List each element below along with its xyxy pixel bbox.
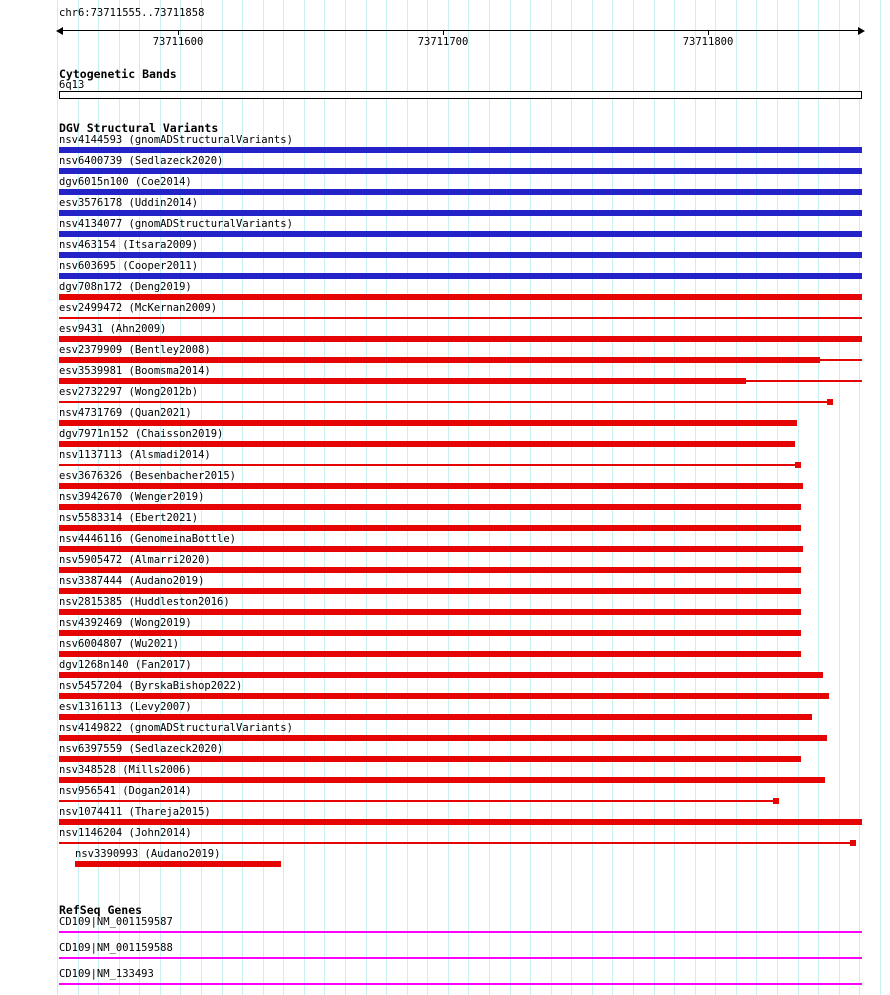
variant-bar-area — [59, 525, 862, 531]
variant-track — [59, 281, 862, 302]
variant-bar[interactable] — [59, 567, 801, 573]
variant-bar[interactable] — [59, 210, 862, 216]
ruler-line — [62, 30, 859, 31]
cytoband-label: 6q13 — [59, 79, 85, 91]
ruler-tick — [178, 31, 179, 35]
ruler-tick — [708, 31, 709, 35]
refseq-title: RefSeq Genes — [59, 903, 143, 917]
variant-track — [59, 617, 862, 638]
variant-track — [59, 197, 862, 218]
variant-track — [59, 743, 862, 764]
variant-bar[interactable] — [59, 441, 795, 447]
gene-area — [59, 931, 862, 933]
variant-label[interactable]: esv2732297 (Wong2012b) — [59, 386, 199, 398]
variant-label[interactable]: dgv6015n100 (Coe2014) — [59, 176, 192, 188]
variant-bar-area — [59, 168, 862, 174]
ruler-right-arrow-icon — [858, 27, 865, 35]
variant-line[interactable] — [59, 401, 833, 403]
variant-label[interactable]: esv2379909 (Bentley2008) — [59, 344, 211, 356]
variant-label[interactable]: nsv4149822 (gnomADStructuralVariants) — [59, 722, 293, 734]
variant-track — [59, 365, 862, 386]
variant-track — [59, 554, 862, 575]
variant-label[interactable]: dgv1268n140 (Fan2017) — [59, 659, 192, 671]
variant-line[interactable] — [59, 842, 856, 844]
variant-label[interactable]: nsv4446116 (GenomeinaBottle) — [59, 533, 237, 545]
variant-bar-area — [59, 210, 862, 216]
variant-bar[interactable] — [59, 630, 801, 636]
variant-label[interactable]: nsv4731769 (Quan2021) — [59, 407, 192, 419]
variant-bar-area — [59, 189, 862, 195]
variant-label[interactable]: esv3676326 (Besenbacher2015) — [59, 470, 237, 482]
variant-bar-area — [59, 462, 862, 468]
region-coordinates: chr6:73711555..73711858 — [59, 7, 205, 19]
variant-track — [59, 491, 862, 512]
gene-track — [59, 968, 862, 994]
variant-track — [59, 596, 862, 617]
variant-bar[interactable] — [75, 861, 281, 867]
variant-block[interactable] — [850, 840, 856, 846]
variant-track — [59, 512, 862, 533]
variant-bar-area — [59, 567, 862, 573]
variant-label[interactable]: nsv4144593 (gnomADStructuralVariants) — [59, 134, 293, 146]
variant-bar[interactable] — [59, 483, 803, 489]
variant-block[interactable] — [827, 399, 833, 405]
dgv-title: DGV Structural Variants — [59, 121, 219, 135]
variant-label[interactable]: dgv708n172 (Deng2019) — [59, 281, 192, 293]
variant-bar[interactable] — [59, 147, 862, 153]
variant-bar[interactable] — [59, 336, 862, 342]
ruler-tick-label: 73711700 — [417, 36, 469, 48]
variant-bar-area — [59, 336, 862, 342]
variant-bar-area — [59, 147, 862, 153]
variant-bar[interactable] — [59, 168, 862, 174]
variant-track — [59, 428, 862, 449]
refseq-track-list — [59, 916, 862, 994]
variant-label[interactable]: nsv1074411 (Thareja2015) — [59, 806, 211, 818]
gene-track — [59, 916, 862, 942]
variant-bar[interactable] — [59, 672, 823, 678]
dgv-track-list — [59, 134, 862, 869]
variant-bar-area — [59, 420, 862, 426]
variant-line[interactable] — [59, 464, 801, 466]
variant-label[interactable]: dgv7971n152 (Chaisson2019) — [59, 428, 224, 440]
variant-bar-area — [59, 588, 862, 594]
variant-track — [59, 701, 862, 722]
variant-track — [59, 638, 862, 659]
variant-bar-area — [59, 819, 862, 825]
variant-bar[interactable] — [59, 504, 801, 510]
variant-bar-area — [59, 651, 862, 657]
variant-bar[interactable] — [59, 714, 812, 720]
variant-bar[interactable] — [59, 378, 746, 384]
variant-bar[interactable] — [59, 546, 803, 552]
variant-block[interactable] — [795, 462, 801, 468]
variant-bar[interactable] — [59, 819, 862, 825]
variant-track — [59, 680, 862, 701]
gene-label[interactable]: CD109|NM_001159588 — [59, 942, 173, 954]
variant-track — [59, 470, 862, 491]
variant-track — [59, 218, 862, 239]
variant-track — [59, 323, 862, 344]
variant-bar-area — [59, 483, 862, 489]
variant-line[interactable] — [59, 800, 779, 802]
variant-bar-area — [59, 735, 862, 741]
variant-bar[interactable] — [59, 273, 862, 279]
variant-track — [59, 575, 862, 596]
variant-label[interactable]: nsv4392469 (Wong2019) — [59, 617, 192, 629]
variant-bar-area — [59, 756, 862, 762]
variant-line[interactable] — [59, 317, 862, 319]
variant-block[interactable] — [773, 798, 779, 804]
variant-bar[interactable] — [59, 525, 801, 531]
cytoband-rect[interactable] — [59, 91, 862, 99]
variant-track — [59, 806, 862, 827]
variant-track — [59, 302, 862, 323]
variant-bar[interactable] — [59, 735, 827, 741]
variant-track — [59, 134, 862, 155]
variant-bar-area — [59, 399, 862, 405]
gene-area — [59, 957, 862, 959]
variant-track — [59, 764, 862, 785]
variant-label[interactable]: nsv5583314 (Ebert2021) — [59, 512, 199, 524]
variant-line[interactable] — [746, 380, 862, 382]
variant-track — [59, 449, 862, 470]
variant-bar[interactable] — [59, 651, 801, 657]
variant-track — [59, 722, 862, 743]
variant-bar-area — [59, 609, 862, 615]
variant-track — [59, 659, 862, 680]
variant-label[interactable]: nsv6400739 (Sedlazeck2020) — [59, 155, 224, 167]
gene-area — [59, 983, 862, 985]
variant-bar[interactable] — [59, 231, 862, 237]
variant-bar-area — [59, 777, 862, 783]
variant-bar-area — [59, 630, 862, 636]
variant-bar-area — [59, 441, 862, 447]
variant-track — [59, 848, 862, 869]
variant-bar-area — [59, 315, 862, 321]
gene-line[interactable] — [59, 983, 862, 985]
variant-bar[interactable] — [59, 693, 829, 699]
variant-label[interactable]: nsv3942670 (Wenger2019) — [59, 491, 205, 503]
variant-bar-area — [59, 294, 862, 300]
variant-track — [59, 407, 862, 428]
ruler-tick-label: 73711600 — [152, 36, 204, 48]
variant-label[interactable]: nsv603695 (Cooper2011) — [59, 260, 199, 272]
variant-bar[interactable] — [59, 420, 797, 426]
variant-track — [59, 533, 862, 554]
variant-label[interactable]: nsv956541 (Dogan2014) — [59, 785, 192, 797]
variant-label[interactable]: esv1316113 (Levy2007) — [59, 701, 192, 713]
variant-bar[interactable] — [59, 756, 801, 762]
gene-line[interactable] — [59, 957, 862, 959]
variant-label[interactable]: nsv1146204 (John2014) — [59, 827, 192, 839]
variant-bar-area — [59, 840, 862, 846]
variant-label[interactable]: nsv5457204 (ByrskaBishop2022) — [59, 680, 243, 692]
variant-label[interactable]: nsv348528 (Mills2006) — [59, 764, 192, 776]
variant-label[interactable]: nsv463154 (Itsara2009) — [59, 239, 199, 251]
variant-bar[interactable] — [59, 189, 862, 195]
variant-track — [59, 785, 862, 806]
variant-bar[interactable] — [59, 588, 801, 594]
variant-bar[interactable] — [59, 357, 820, 363]
variant-track — [59, 155, 862, 176]
variant-bar-area — [59, 714, 862, 720]
variant-bar[interactable] — [59, 294, 862, 300]
variant-bar-area — [59, 861, 862, 867]
variant-track — [59, 260, 862, 281]
variant-label[interactable]: nsv3390993 (Audano2019) — [75, 848, 221, 860]
variant-label[interactable]: esv2499472 (McKernan2009) — [59, 302, 218, 314]
variant-bar[interactable] — [59, 609, 801, 615]
gene-line[interactable] — [59, 931, 862, 933]
variant-track — [59, 827, 862, 848]
variant-bar-area — [59, 504, 862, 510]
gene-track — [59, 942, 862, 968]
gene-label[interactable]: CD109|NM_001159587 — [59, 916, 173, 928]
variant-bar-area — [59, 357, 862, 363]
variant-label[interactable]: nsv5905472 (Almarri2020) — [59, 554, 211, 566]
variant-label[interactable]: esv9431 (Ahn2009) — [59, 323, 167, 335]
variant-label[interactable]: nsv1137113 (Alsmadi2014) — [59, 449, 211, 461]
ruler-left-arrow-icon — [56, 27, 63, 35]
variant-label[interactable]: nsv4134077 (gnomADStructuralVariants) — [59, 218, 293, 230]
variant-track — [59, 176, 862, 197]
variant-label[interactable]: nsv3387444 (Audano2019) — [59, 575, 205, 587]
variant-label[interactable]: nsv6397559 (Sedlazeck2020) — [59, 743, 224, 755]
variant-label[interactable]: nsv6004807 (Wu2021) — [59, 638, 180, 650]
ruler-tick — [443, 31, 444, 35]
variant-line[interactable] — [820, 359, 862, 361]
cytobands-title: Cytogenetic Bands — [59, 67, 177, 81]
variant-track — [59, 239, 862, 260]
variant-bar-area — [59, 252, 862, 258]
variant-bar-area — [59, 378, 862, 384]
gene-label[interactable]: CD109|NM_133493 — [59, 968, 154, 980]
variant-bar[interactable] — [59, 777, 825, 783]
variant-label[interactable]: nsv2815385 (Huddleston2016) — [59, 596, 230, 608]
variant-bar-area — [59, 693, 862, 699]
variant-bar-area — [59, 672, 862, 678]
variant-track — [59, 344, 862, 365]
variant-bar-area — [59, 546, 862, 552]
variant-label[interactable]: esv3576178 (Uddin2014) — [59, 197, 199, 209]
ruler-tick-label: 73711800 — [682, 36, 734, 48]
variant-track — [59, 386, 862, 407]
variant-label[interactable]: esv3539981 (Boomsma2014) — [59, 365, 211, 377]
variant-bar-area — [59, 231, 862, 237]
variant-bar-area — [59, 798, 862, 804]
variant-bar[interactable] — [59, 252, 862, 258]
variant-bar-area — [59, 273, 862, 279]
